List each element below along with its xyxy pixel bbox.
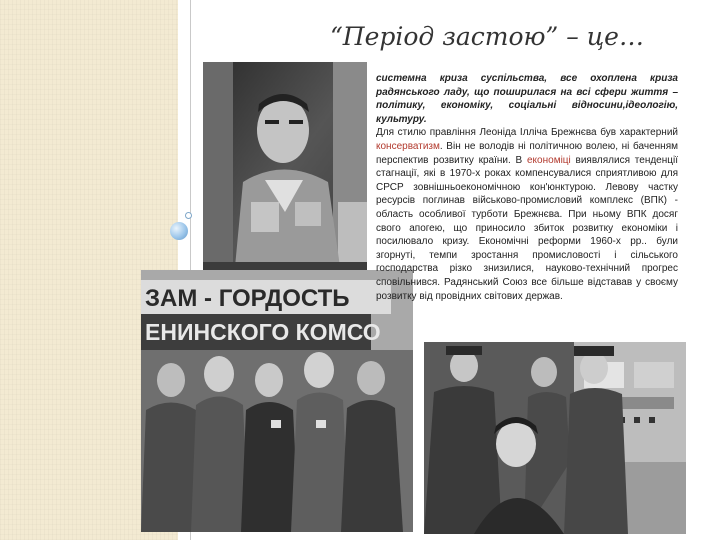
- description-text: [376, 72, 678, 303]
- bullet-ring-icon: [185, 212, 192, 219]
- term-conservatism: консерватизм: [376, 140, 440, 152]
- lead-paragraph: [376, 72, 678, 126]
- portrait-photo: [203, 62, 367, 288]
- body-paragraph: [376, 126, 678, 303]
- body-text-3: виявлялися тенденції стагнації, які в 1970-х роках компенсувалися сприятливою для СРСР зовнішньоекономічною кон'юнктурою. Левову частку ресурсів поглинав військово-промисловий комплекс (ВПК) - область особливої турботи Брежнєва. При ньому ВПК досяг свого апогею, що приносило збиток розвитку економіки і посилювало кризу. Економічні реформи 1960-х рр.. були згорнуті, темпи зростання промисловості і сільського господарства різко знизилися, науково-технічний прогрес сповільнився. Радянський Союз все більше відставав у своєму розвитку від провідних світових держав.: [376, 154, 678, 302]
- banner-text-top: ЗАМ - ГОРДОСТЬ: [145, 285, 350, 312]
- bullet-orb-icon: [170, 222, 188, 240]
- crowd-banner-photo: [141, 270, 413, 532]
- term-economy: економіці: [527, 154, 571, 166]
- body-text-1: Для стилю правління Леоніда Ілліча Брежнєва був характерний: [376, 127, 678, 139]
- body-text-2: . Він не володів ні політичною волею, ні баченням перспектив розвитку країни. В: [376, 140, 678, 166]
- banner-text-bottom: ЕНИНСКОГО КОМСО: [145, 319, 381, 345]
- slide-title: “Період застою” – це…: [330, 22, 644, 51]
- lead-definition: системна криза суспільства, все охоплена криза радянського ладу, що поширилася на всі сфери життя – політику, економіку, соціальні відносини,ідеологію, культуру.: [376, 73, 678, 125]
- control-room-photo: [424, 342, 686, 534]
